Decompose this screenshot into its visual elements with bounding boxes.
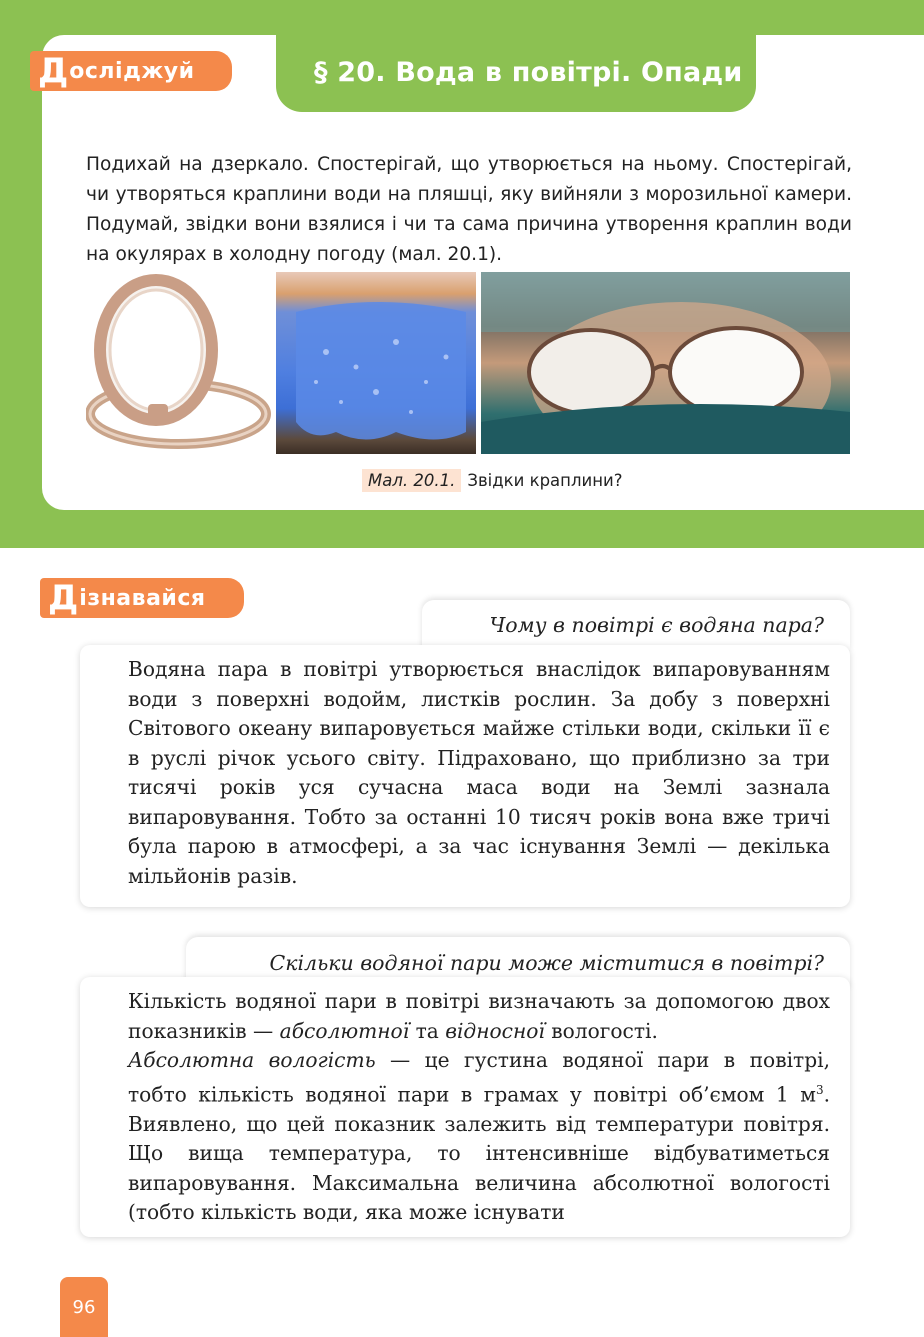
mirror-photo <box>86 272 272 454</box>
intro-paragraph: Подихай на дзеркало. Спостерігай, що утворюється на ньому. Спостерігай, чи утворяться краплини води на пляшці, яку вийняли з морозильної камери. Подумай, звідки вони взялися і чи та сама причина утворення краплин води на окулярах в холодну погоду (мал. 20.1). <box>86 154 852 265</box>
term-absolute: абсолютної <box>279 1018 410 1043</box>
foggy-glasses-photo <box>481 272 850 454</box>
paragraph-2 <box>128 987 830 1046</box>
term-absolute-humidity: Абсолютна вологість <box>128 1048 376 1072</box>
figure-label: Мал. 20.1. <box>362 469 461 492</box>
paragraph-1-text: Водяна пара в повітрі утворюється внаслідок випаровуванням води з поверхні водойм, листків рослин. За добу з поверхні Світового океану випаровується майже стільки води, скільки її є в руслі річок усього світу. Підраховано, що приблизно за три тисячі років уся сучасна маса води на Землі зазнала випаровування. Тобто за останні 10 тисяч років вона вже тричі була парою в атмосфері, а за час існування Землі — декілька мільйонів разів. <box>128 657 830 888</box>
paragraph-2-start: Кількість водяної пари в повітрі визначають за допомогою двох показників — <box>128 989 830 1043</box>
page-title: § 20. Вода в повітрі. Опади <box>314 56 743 88</box>
paragraph-1 <box>128 655 830 891</box>
explore-badge-initial: Д <box>38 51 69 91</box>
page-number: 96 <box>72 1296 96 1318</box>
figure-caption-text: Звідки краплини? <box>467 470 623 490</box>
cubic-superscript: 3 <box>815 1082 824 1097</box>
bottle-illustration <box>276 272 476 454</box>
learn-badge-initial: Д <box>48 578 79 618</box>
question-heading-1 <box>422 600 850 650</box>
text-card-2 <box>80 977 850 1237</box>
bottle-photo <box>276 272 476 454</box>
paragraph-3-b: . Виявлено, що цей показник залежить від температури повітря. Що вища температура, то інтенсивніше відбуватиметься випаровування. Максимальна величина абсолютної вологості (тобто кількість води, яка може існувати <box>128 1082 830 1225</box>
question-2-text: Скільки водяної пари може міститися в повітрі? <box>269 951 824 975</box>
explore-badge-label: осліджуй <box>69 58 195 84</box>
section-title-pill <box>276 32 756 112</box>
learn-badge <box>40 578 244 618</box>
learn-badge-label: ізнавайся <box>79 585 206 611</box>
paragraph-3-a: — це густина водяної пари в повітрі, тобто кількість водяної пари в грамах у повітрі об’ємом 1 м <box>128 1048 830 1107</box>
paragraph-2-mid: та <box>409 1018 446 1043</box>
explore-badge <box>30 51 232 91</box>
paragraph-2-end: вологості. <box>544 1018 658 1043</box>
mirror-illustration <box>86 272 272 454</box>
page-number-box <box>60 1277 108 1337</box>
text-card-1 <box>80 645 850 907</box>
term-relative: відносної <box>445 1018 545 1043</box>
paragraph-3 <box>128 1046 830 1228</box>
glasses-illustration <box>481 272 850 454</box>
figure-caption <box>362 466 622 494</box>
question-1-text: Чому в повітрі є водяна пара? <box>489 613 824 637</box>
